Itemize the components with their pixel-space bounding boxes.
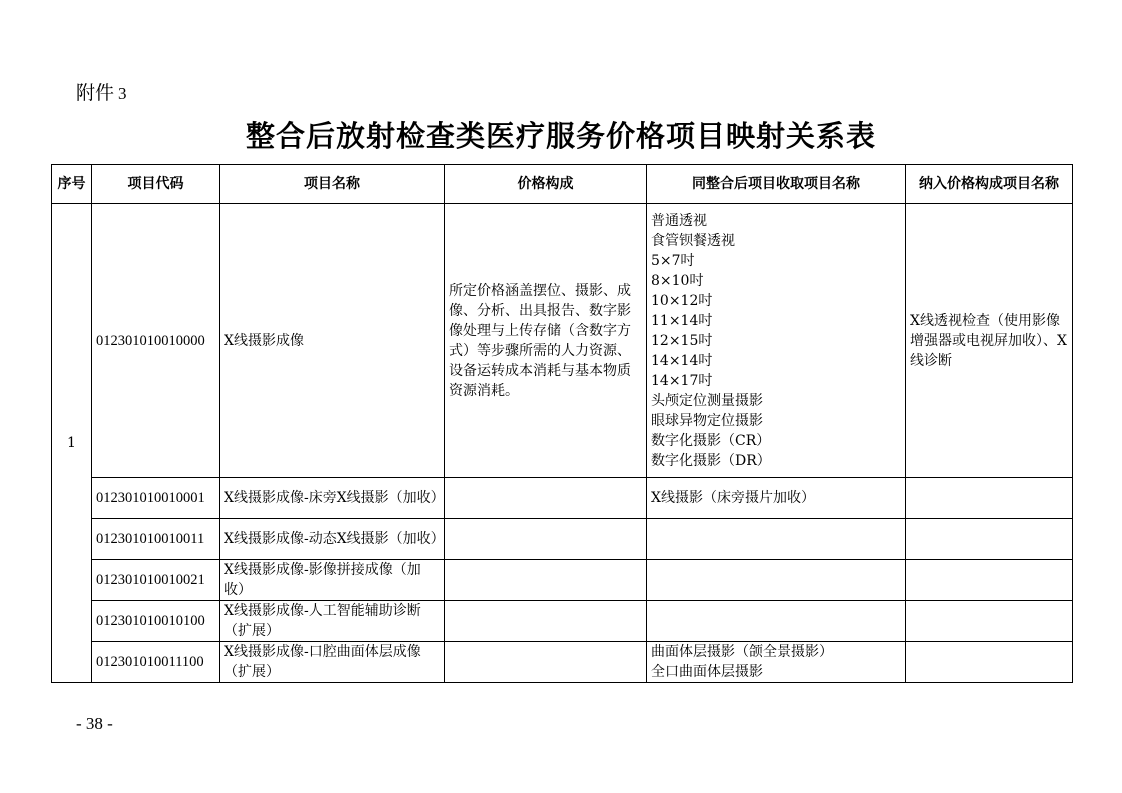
same-item: 14×14吋 (651, 352, 713, 369)
code-cell: 012301010011100 (92, 642, 220, 683)
code-cell: 012301010010021 (92, 560, 220, 601)
table-row (52, 478, 1073, 519)
code-cell: 012301010010001 (92, 478, 220, 519)
same-item: 数字化摄影（DR） (651, 452, 771, 469)
included-cell: X线透视检查（使用影像增强器或电视屏加收）、X线诊断 (906, 204, 1073, 478)
table-row (52, 642, 1073, 683)
price-cell (445, 478, 647, 519)
same-item: 全口曲面体层摄影 (651, 664, 763, 680)
same-item: 8×10吋 (651, 272, 704, 289)
annex-text: 附件 (76, 82, 115, 104)
same-item: 普通透视 (651, 212, 707, 229)
same-item: 5×7吋 (651, 252, 695, 269)
same-cell (647, 478, 906, 519)
code-cell: 012301010010011 (92, 519, 220, 560)
page-number: - 38 - (76, 714, 113, 733)
same-cell (647, 519, 906, 560)
table-row (52, 519, 1073, 560)
name-cell: X线摄影成像-人工智能辅助诊断（扩展） (220, 601, 445, 642)
same-cell (647, 204, 906, 478)
header-included: 纳入价格构成项目名称 (906, 165, 1073, 204)
name-cell: X线摄影成像-影像拼接成像（加收） (220, 560, 445, 601)
same-item: 曲面体层摄影（颌全景摄影） (651, 644, 833, 660)
code-cell: 012301010010100 (92, 601, 220, 642)
table-row (52, 560, 1073, 601)
annex-number: 3 (118, 84, 127, 103)
table-row (52, 601, 1073, 642)
included-cell (906, 478, 1073, 519)
same-cell (647, 560, 906, 601)
table-row (52, 204, 1073, 478)
name-cell: X线摄影成像 (220, 204, 445, 478)
table-header-row (52, 165, 1073, 204)
header-code: 项目代码 (92, 165, 220, 204)
same-cell (647, 642, 906, 683)
seq-cell: 1 (52, 204, 92, 683)
price-cell (445, 601, 647, 642)
price-cell (445, 642, 647, 683)
name-cell: X线摄影成像-床旁X线摄影（加收） (220, 478, 445, 519)
same-cell (647, 601, 906, 642)
included-cell (906, 642, 1073, 683)
same-item: 11×14吋 (651, 312, 713, 329)
same-item: 数字化摄影（CR） (651, 432, 771, 449)
header-seq: 序号 (52, 165, 92, 204)
same-item: 头颅定位测量摄影 (651, 392, 763, 409)
mapping-table (51, 164, 1073, 683)
price-cell (445, 560, 647, 601)
header-name: 项目名称 (220, 165, 445, 204)
same-item: 10×12吋 (651, 292, 713, 309)
same-item: 食管钡餐透视 (651, 232, 735, 249)
name-cell: X线摄影成像-动态X线摄影（加收） (220, 519, 445, 560)
price-cell: 所定价格涵盖摆位、摄影、成像、分析、出具报告、数字影像处理与上传存储（含数字方式）等步骤所需的人力资源、设备运转成本消耗与基本物质资源消耗。 (445, 204, 647, 478)
name-cell: X线摄影成像-口腔曲面体层成像（扩展） (220, 642, 445, 683)
same-item: X线摄影（床旁摄片加收） (651, 490, 815, 506)
header-same: 同整合后项目收取项目名称 (647, 165, 906, 204)
included-cell (906, 560, 1073, 601)
document-title: 整合后放射检查类医疗服务价格项目映射关系表 (245, 119, 876, 153)
same-item: 14×17吋 (651, 372, 713, 389)
same-item: 12×15吋 (651, 332, 713, 349)
same-item: 眼球异物定位摄影 (651, 412, 763, 429)
included-cell (906, 601, 1073, 642)
code-cell: 012301010010000 (92, 204, 220, 478)
included-cell (906, 519, 1073, 560)
header-price: 价格构成 (445, 165, 647, 204)
annex-label (76, 78, 127, 105)
price-cell (445, 519, 647, 560)
